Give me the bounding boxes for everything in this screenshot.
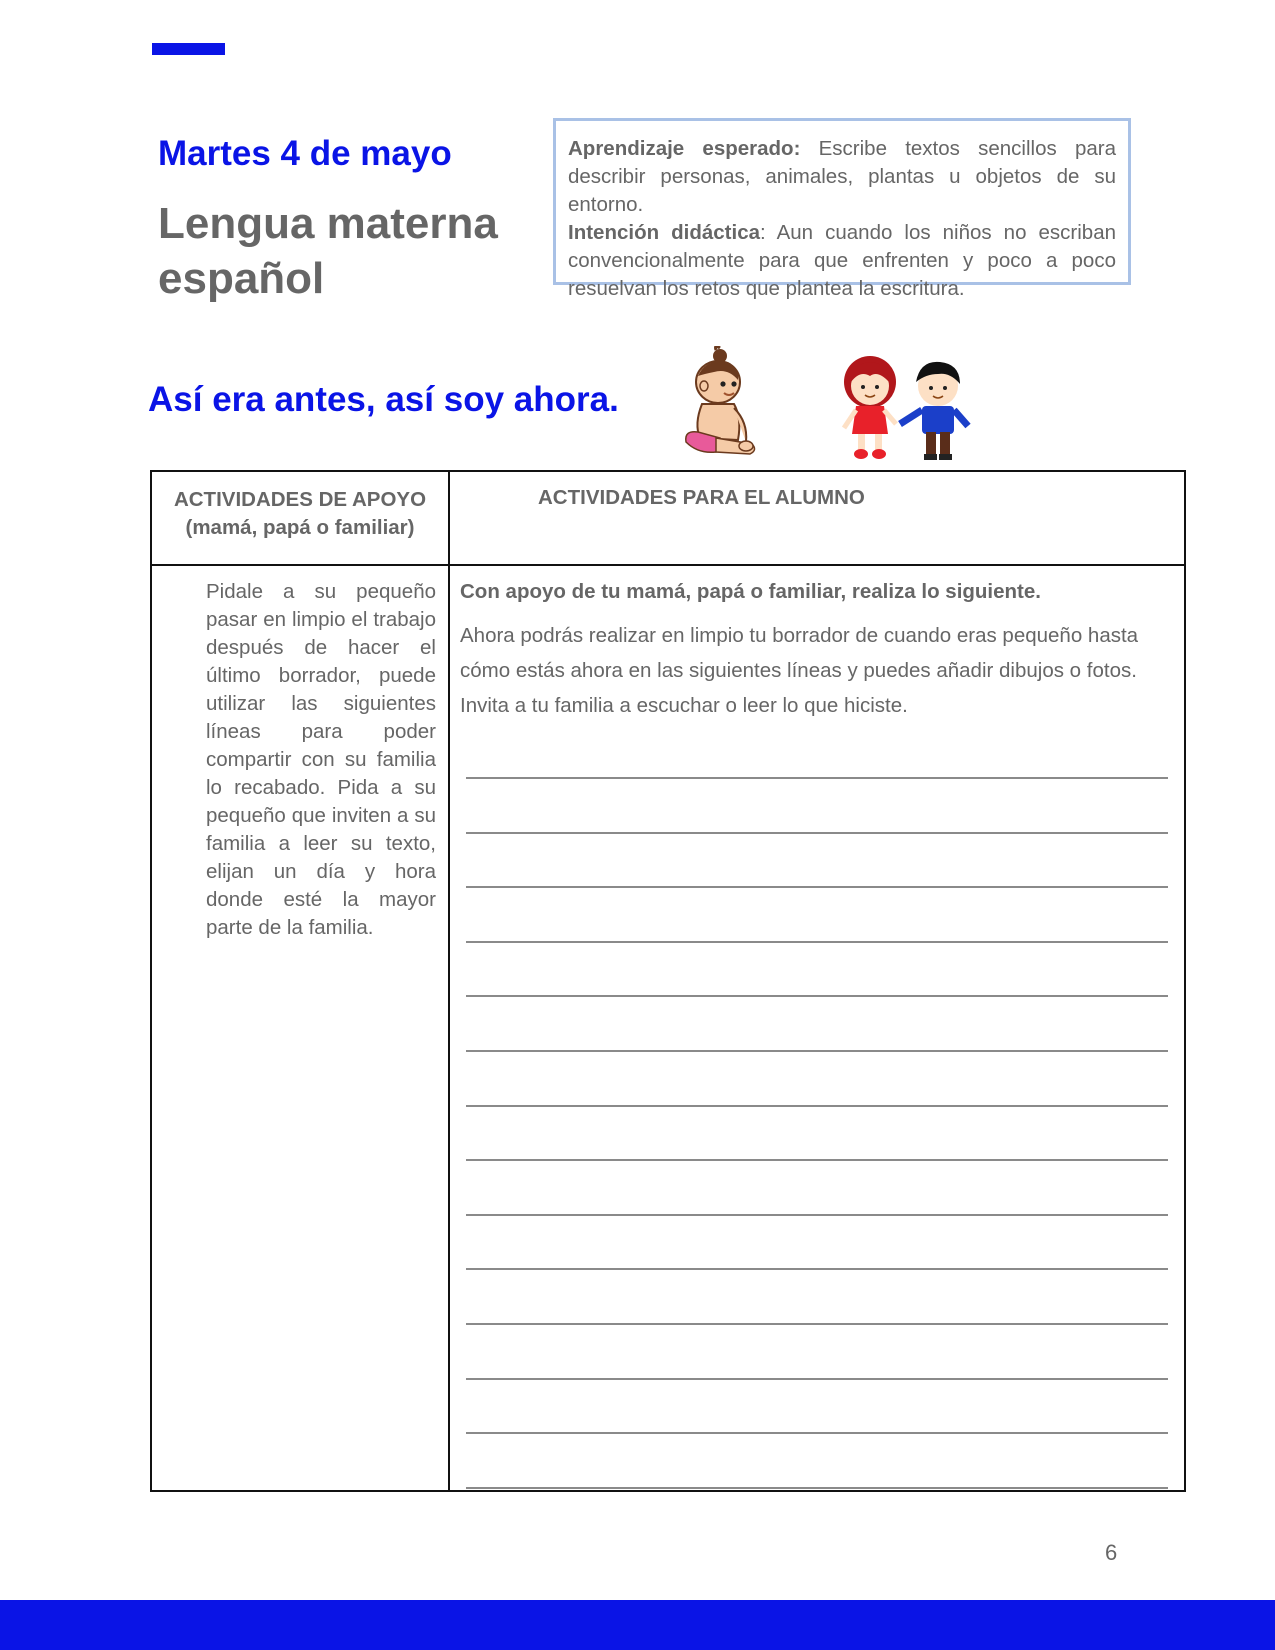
subject-line-2: español — [158, 254, 325, 303]
instruction-title: Con apoyo de tu mamá, papá o familiar, realiza lo siguiente. — [460, 580, 1041, 603]
writing-line[interactable] — [466, 1216, 1168, 1271]
lesson-date: Martes 4 de mayo — [158, 134, 452, 173]
writing-line[interactable] — [466, 1161, 1168, 1216]
top-accent-bar — [152, 43, 225, 55]
writing-line[interactable] — [466, 1270, 1168, 1325]
learning-objective-box — [553, 118, 1131, 300]
page-number: 6 — [1105, 1540, 1118, 1565]
writing-line[interactable] — [466, 1107, 1168, 1162]
writing-line[interactable] — [466, 943, 1168, 998]
subject-title — [158, 196, 542, 306]
student-activities-cell — [449, 565, 1185, 1491]
subject-line-1: Lengua materna — [158, 199, 498, 248]
support-instructions-text: Pidale a su pequeño pasar en limpio el trabajo después de hacer el último borrador, puede utilizar las siguientes líneas para poder compartir con su familia lo recabado. Pida a su pequeño que inviten a su familia a leer su texto, elijan un día y hora donde esté la mayor parte de la familia. — [206, 580, 436, 939]
table-body-row — [151, 565, 1185, 1491]
writing-line[interactable] — [466, 1052, 1168, 1107]
baby-illustration-icon — [676, 346, 764, 464]
activities-table — [150, 470, 1186, 1492]
support-header-line-1: ACTIVIDADES DE APOYO — [173, 488, 427, 511]
student-activities-header: ACTIVIDADES PARA EL ALUMNO — [449, 471, 1185, 565]
bottom-accent-bar — [0, 1600, 1275, 1650]
section-title: Así era antes, así soy ahora. — [148, 380, 619, 419]
support-header-line-2: (mamá, papá o familiar) — [185, 516, 415, 539]
support-activities-cell — [151, 565, 449, 1491]
expected-learning-label: Aprendizaje esperado: — [568, 137, 801, 160]
expected-learning — [568, 135, 1116, 219]
didactic-intention-label: Intención didáctica — [568, 221, 761, 244]
writing-line[interactable] — [466, 743, 1168, 779]
writing-line[interactable] — [466, 888, 1168, 943]
writing-line[interactable] — [466, 1380, 1168, 1435]
writing-line[interactable] — [466, 834, 1168, 889]
expected-learning-text: Escribe textos sencillos para describir personas, animales, plantas u objetos de su entorno. — [568, 137, 1116, 216]
writing-line[interactable] — [466, 1434, 1168, 1489]
writing-line[interactable] — [466, 997, 1168, 1052]
writing-line[interactable] — [466, 1325, 1168, 1380]
writing-line[interactable] — [466, 779, 1168, 834]
children-illustration-icon — [838, 356, 974, 462]
instruction-body: Ahora podrás realizar en limpio tu borrador de cuando eras pequeño hasta cómo estás ahora en las siguientes líneas y puedes añadir dibujos o fotos. Invita a tu familia a escuchar o leer lo que hiciste. — [460, 624, 1139, 717]
table-header-row — [151, 471, 1185, 565]
support-activities-header — [151, 471, 449, 565]
writing-lines[interactable] — [466, 743, 1168, 1489]
didactic-intention — [568, 219, 1116, 303]
didactic-intention-text: : Aun cuando los niños no escriban convencionalmente para que enfrenten y poco a poco resuelvan los retos que plantea la escritura. — [568, 221, 1116, 300]
